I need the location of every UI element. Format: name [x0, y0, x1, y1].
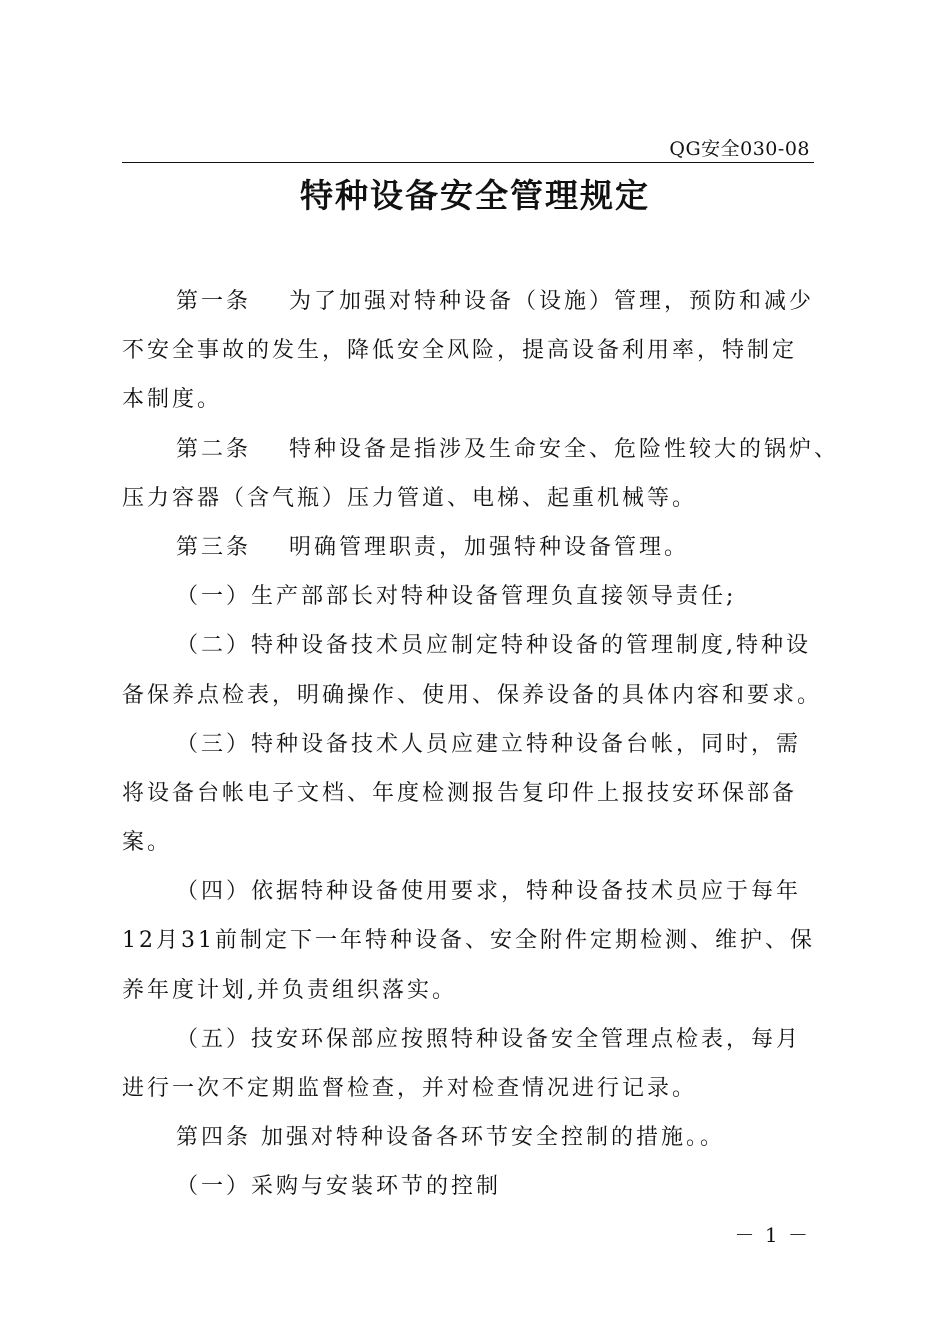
- item-4-line-3: 养年度计划,并负责组织落实。: [122, 977, 457, 1003]
- item-5-line-1: （五）技安环保部应按照特种设备安全管理点检表，每月: [176, 1026, 802, 1052]
- article-2-line-1: [122, 425, 840, 474]
- article-4-text: 加强对特种设备各环节安全控制的措施。。: [261, 1125, 726, 1151]
- item-3-line-2: 将设备台帐电子文档、年度检测报告复印件上报技安环保部备: [122, 780, 798, 806]
- item-1-line-1: （一）生产部部长对特种设备管理负直接领导责任;: [176, 584, 737, 610]
- article-3-text: 明确管理职责，加强特种设备管理。: [289, 534, 690, 560]
- item-5-line-2: 进行一次不定期监督检查，并对检查情况进行记录。: [122, 1076, 698, 1101]
- item-4-line-2: 12月31前制定下一年特种设备、安全附件定期检测、维护、保: [122, 928, 815, 954]
- article-1-label: 第一条: [176, 289, 252, 314]
- article-2-label: 第二条: [176, 436, 252, 462]
- article-2-text: 特种设备是指涉及生命安全、危险性较大的锅炉、: [289, 436, 840, 462]
- article-4-line-1: [122, 1113, 830, 1162]
- article-3-label: 第三条: [176, 534, 252, 560]
- article-1-text: 为了加强对特种设备（设施）管理，预防和减少: [289, 289, 815, 314]
- item-6-line-1: （一）采购与安装环节的控制: [176, 1174, 502, 1200]
- document-title: 特种设备安全管理规定: [300, 176, 650, 215]
- document-code: QG安全030-08: [669, 138, 810, 160]
- item-3-line-3: 案。: [122, 830, 173, 856]
- article-2-line-2: 压力容器（含气瓶）压力管道、电梯、起重机械等。: [122, 485, 698, 511]
- article-1-line-2: 不安全事故的发生，降低安全风险，提高设备利用率，特制定: [122, 338, 798, 364]
- item-4-line-1: （四）依据特种设备使用要求，特种设备技术员应于每年: [176, 879, 802, 905]
- article-3-line-1: [122, 523, 830, 572]
- item-3-line-1: （三）特种设备技术人员应建立特种设备台帐，同时，需: [176, 731, 802, 757]
- article-1-line-1: [122, 277, 830, 326]
- item-2-line-2: 备保养点检表，明确操作、使用、保养设备的具体内容和要求。: [122, 682, 823, 708]
- item-2-line-1: （二）特种设备技术员应制定特种设备的管理制度,特种设: [176, 633, 811, 659]
- document-body: [122, 277, 840, 1212]
- header-rule: [122, 162, 814, 163]
- page-number: － 1 －: [734, 1223, 810, 1247]
- article-1-line-3: 本制度。: [122, 387, 223, 413]
- article-4-label: 第四条: [176, 1125, 252, 1151]
